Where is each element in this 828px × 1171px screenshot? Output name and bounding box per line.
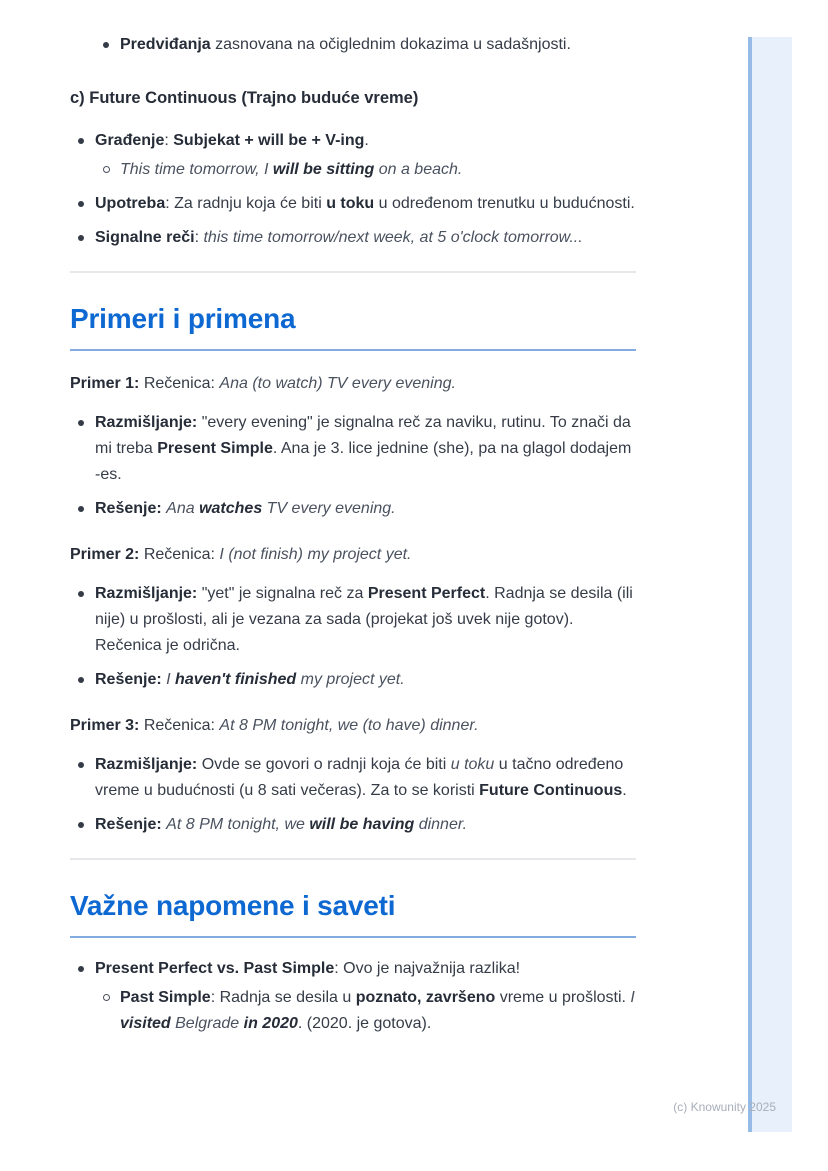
divider [70, 858, 636, 860]
nested-example-list [95, 157, 636, 183]
list-item-text: Razmišljanje: Ovde se govori o radnji koja će biti u toku u tačno određeno vreme u budućnosti (u 8 sati večeras). Za to se koristi Future Continuous. [95, 756, 627, 799]
list-item-text: Rešenje: I haven't finished my project yet. [95, 671, 405, 688]
list-item-text: Razmišljanje: "yet" je signalna reč za Present Perfect. Radnja se desila (ili nije) u prošlosti, ali je vezana za sada (projekat još uvek nije gotov). Rečenica je odrična. [95, 585, 633, 654]
list-item-signalne-reci [70, 225, 636, 251]
bullet-disc-icon [78, 966, 84, 972]
list-item-razmisljanje [70, 752, 636, 804]
list-item-text: Građenje: Subjekat + will be + V-ing. [95, 132, 369, 149]
bullet-disc-icon [78, 420, 84, 426]
bullet-disc-icon [78, 762, 84, 768]
list-item-text: This time tomorrow, I will be sitting on a beach. [120, 161, 463, 178]
bullet-disc-icon [103, 42, 109, 48]
section-heading-future-continuous: c) Future Continuous (Trajno buduće vreme) [70, 89, 419, 107]
bullet-disc-icon [78, 235, 84, 241]
list-item-example [95, 157, 636, 183]
list-item-resenje [70, 496, 636, 522]
scrollbar[interactable] [748, 37, 792, 1132]
divider [70, 271, 636, 273]
list-item-gradjenje [70, 128, 636, 183]
bullet-circle-icon [103, 166, 110, 173]
list-item-text: Rešenje: Ana watches TV every evening. [95, 500, 396, 517]
bullet-disc-icon [78, 506, 84, 512]
bullet-disc-icon [78, 822, 84, 828]
list-item-upotreba [70, 191, 636, 217]
primer-2-intro: Primer 2: Rečenica: I (not finish) my project yet. [70, 546, 412, 563]
list-item-past-simple [95, 985, 636, 1037]
nested-past-simple-list [95, 985, 636, 1037]
primer-1-list [70, 410, 636, 522]
list-item [95, 32, 636, 58]
bullet-disc-icon [78, 201, 84, 207]
primer-2-list [70, 581, 636, 693]
primer-3-intro: Primer 3: Rečenica: At 8 PM tonight, we (to have) dinner. [70, 717, 479, 734]
list-item-text: Predviđanja zasnovana na očiglednim dokazima u sadašnjosti. [120, 36, 571, 53]
list-item-razmisljanje [70, 581, 636, 659]
list-item-resenje [70, 812, 636, 838]
document-content [70, 32, 636, 1045]
copyright-footer: (c) Knowunity 2025 [673, 1100, 776, 1114]
section-title-napomene: Važne napomene i saveti [70, 890, 636, 938]
intro-bullet-list [95, 32, 636, 58]
primer-1-intro: Primer 1: Rečenica: Ana (to watch) TV every evening. [70, 375, 456, 392]
list-item-text: Past Simple: Radnja se desila u poznato, završeno vreme u prošlosti. I visited Belgrade in 2020. (2020. je gotova). [120, 989, 635, 1032]
list-item-text: Signalne reči: this time tomorrow/next week, at 5 o'clock tomorrow... [95, 229, 583, 246]
list-item-pp-vs-ps [70, 956, 636, 1037]
bullet-disc-icon [78, 677, 84, 683]
list-item-text: Upotreba: Za radnju koja će biti u toku u određenom trenutku u budućnosti. [95, 195, 635, 212]
section-title-primeri: Primeri i primena [70, 303, 636, 351]
list-item-resenje [70, 667, 636, 693]
list-item-razmisljanje [70, 410, 636, 488]
list-item-text: Present Perfect vs. Past Simple: Ovo je najvažnija razlika! [95, 960, 521, 977]
primer-3-list [70, 752, 636, 838]
future-continuous-list [70, 128, 636, 251]
list-item-text: Razmišljanje: "every evening" je signalna reč za naviku, rutinu. To znači da mi treba Present Simple. Ana je 3. lice jednine (she), pa na glagol dodajem -es. [95, 414, 632, 483]
bullet-disc-icon [78, 591, 84, 597]
bullet-disc-icon [78, 138, 84, 144]
list-item-text: Rešenje: At 8 PM tonight, we will be having dinner. [95, 816, 468, 833]
napomene-list [70, 956, 636, 1037]
bullet-circle-icon [103, 994, 110, 1001]
